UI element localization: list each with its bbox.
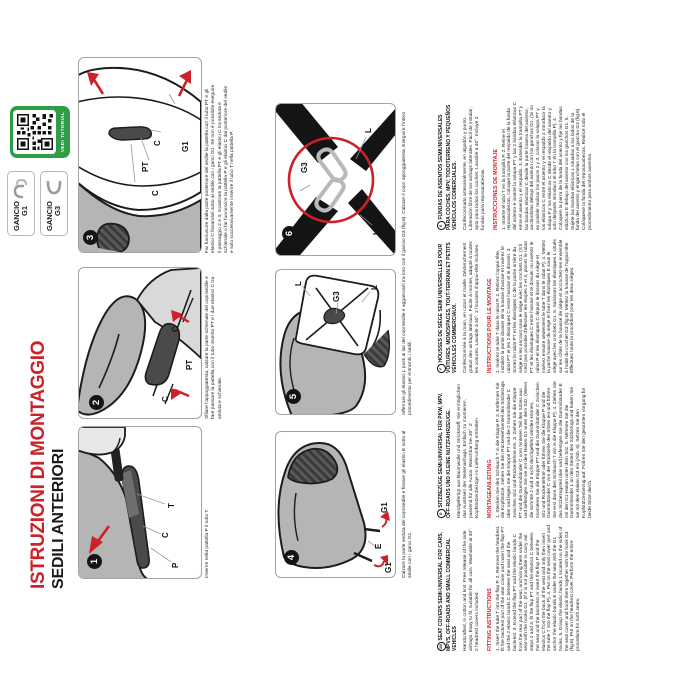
caption-step-3: Far fuoriuscire dalla parte posteriore del sedile la pattella con il tubo PT e gli elastici C fissandoli sotto al sedile con i ganci G1. Se non è possibile eseguire il passaggio 2 e 3, incastrare la pattella PT e gli elastici C tra seduta e schienale o far fuoriuscire la pattella P e gli elastici C dal posteriore del sedile e solo successivamente inserire il tubo T nella pattella P. (205, 84, 236, 253)
panel-2-number-badge: 2 (89, 395, 104, 410)
hook-g1-icon (12, 176, 30, 200)
panel-4-number-badge: 4 (284, 550, 299, 565)
es-steps: 1. Inserte el tubo T en la trampilla P. 2. Retire el reposacabezas, coloque la parte del respaldo de la funda del asiento e inserte la solapa PT y las 2 bandas elásticas C entre el asiento y el respaldo. 3. Extender la trampilla PT y las bandas elásticas C desde la parte trasera del asiento, anclándolas debajo del asiento con los ganchos G1. (Si no es posible realizar los pasos 2 y 3, colocar la solapa PT y los elásticos C entre el asiento y el respaldo o introducir la solapa P y los elásticos C desde el respaldo del asiento y solo después introducir el tubo T en la trampilla P). 4. Coloquen la pieza de la funda del asiento y fije las bandas elásticas E debajo del asiento con los ganchos G1. 5. Sujete las bandas elásticas L situadas a los lados de la funda del asiento y engánchelas con el gancho G3 (fig.6). Colóquese la funda del reposacabezas. Realice todo el procedimiento para ambos asientos. (501, 102, 593, 230)
panel-2-label-c1: C (161, 396, 170, 402)
hook-g1-word: GANCIO (12, 201, 21, 231)
language-column-en (437, 525, 690, 651)
figure-panel-3 (78, 57, 202, 253)
qr-code-icon (17, 114, 53, 150)
language-column-fr (437, 239, 690, 373)
figure-panel-1 (78, 426, 202, 579)
figure-panel-2 (78, 267, 202, 419)
panel-3-label-pt: PT (141, 161, 150, 172)
legend-hook-g1 (7, 171, 35, 236)
page-title (28, 341, 67, 589)
es-flag-icon: E (437, 222, 446, 231)
de-flag-icon: D (437, 510, 446, 519)
panel-5-number-badge: 5 (286, 389, 301, 404)
es-subheader: INSTRUCCIONES DE MONTAJE (492, 148, 499, 230)
hook-g1-code: G1 (20, 205, 29, 216)
en-intro: Handcrafted, in cotton and knit. Free release of the side airbags. Easy to fit, suitable for all cars. Washable at 30°. 2 headrest covers included. (462, 527, 480, 651)
fr-subheader: INSTRUCTIONS POUR LE MONTAGE (486, 278, 493, 373)
panel-3-number-badge: 3 (83, 230, 98, 245)
panel-2-label-pt: PT (185, 359, 194, 370)
fr-header-text: HOUSSES DE SIÈGE SEMI UNIVERSELLES POUR VOITURES, MONOSPACES, TOUT-TERRAIN ET PETITS VÉHICULES COMMERCIAUX. (438, 242, 458, 373)
en-header-text: SEAT COVERS SEMI-UNIVERSAL FOR CARS, MPVS, OFF-ROADS AND SMALL COMMERCIAL VEHICLES (438, 532, 458, 651)
fr-flag-icon: F (437, 365, 446, 374)
es-header (437, 102, 458, 230)
panel-4-label-g1b: G1 (380, 502, 389, 513)
title-line-2: SEDILI ANTERIORI (50, 448, 67, 589)
caption-step-1: Inserire nella pattella P il tubo T. (205, 508, 210, 578)
hook-g3-code: G3 (53, 205, 62, 216)
panel-2-label-c2: C (171, 326, 180, 332)
qr-tutorial-badge (10, 106, 70, 158)
es-header-text: FUNDAS DE ASIENTOS SEMIUNIVERSALES PARA COCHES, MPV, TODOTERRENO Y PEQUEÑOS VEHÍCULOS COMERCIALES. (438, 104, 458, 230)
en-subheader: FITTING INSTRUCTIONS (486, 588, 493, 651)
language-column-de (437, 381, 690, 518)
hook-g3-label (46, 200, 62, 231)
panel-1-number-badge: 1 (87, 554, 102, 569)
legend-hook-g3 (40, 171, 68, 236)
caption-step-2: Sfilare l'appoggiatesta, calzare la parte schienale del coprisedile e fare passare la pattella con il tubo inserito PT e i due elastici C tra seduta e schienale. (205, 276, 223, 419)
caption-step-5-6: Afferrare gli elastici L posti ai lati del coprisedile e agganciarli tra loro con il gancio G3 (fig.6). Calzare il copri appoggiatesta. Eseguire l'intero procedimento per entrambi i sedili. (402, 111, 414, 415)
figure-panel-6 (275, 103, 396, 256)
panel-3-label-g1: G1 (181, 141, 190, 152)
panel-5-label-g3: G3 (332, 291, 341, 302)
panel-1-label-p: P (171, 562, 180, 568)
de-steps: 1. Stecken Sie den Schlauch T in die Klappe P. 2. Entfernen Sie die Kopfstütze, ziehen Sie den Rückenlehnenteil des Sitzbezugs über und legen Sie die Klappe PT und die 2 Gummibänder C zwischen Sitz und Rückenlehne ein. 3. Ziehen Sie die Klappe PT und die Gummibänder C vom hinteren Teil des Sitzes aus und befestigen Sie sie mit den Haken G1 unter dem Sitz. (Wenn die Schritte 2 und 3 nicht durchgeführt werden können, montieren Sie die Klappe PT und die Gummibänder C zwischen Sitz und Rückenlehne oder führen Sie die Klappe P und die Gummibänder C von der Rückseite des Sitzes ein und führen Sie erst dann den Schlauch T ein in die Klappe P). 4. Ziehen Sie das Sitzbezugsteil über und befestigen Sie die Gummibänder E mit den G1-Haken unter dem Sitz. 5. Nehmen Sie die Gummibänder L an den Seiten des Sitzbezugs und haken Sie sie mit dem Haken G3 ein (Abb. 6). Setzen Sie den Kopfstützenbezug auf. Führen Sie den gesamten Vorgang für beide Sitze durch. (495, 381, 593, 518)
panel-5-label-l2: L (370, 285, 379, 290)
fr-intro: Confectionnée à la main, en coton et maille. Déclenchement gratuit des airbags latéraux. Facile à monter, adapté à toutes les voitures. Lavable à 30°. 2 housses d'appui-tête incluses. (462, 241, 480, 373)
hook-g3-word: GANCIO (45, 201, 54, 231)
panel-3-label-c2: C (153, 140, 162, 146)
de-header-text: SITZBEZÜGE SEMI-UNIVERSAL FÜR PKW, MPV, OFF-ROADS UND KLEINE NUTZFAHRZEUGE. (438, 392, 452, 518)
qr-code (13, 110, 56, 154)
panel-3-label-c1: C (151, 190, 160, 196)
panel-5-label-l1: L (294, 281, 303, 286)
panel-6-label-g3: G3 (300, 162, 309, 173)
panel-4-label-g1a: G1 (384, 562, 393, 573)
de-header (437, 381, 452, 518)
panel-1-label-t: T (167, 503, 176, 508)
title-line-1: ISTRUZIONI DI MONTAGGIO (28, 340, 49, 589)
panel-3-illustration (79, 58, 201, 252)
hook-g1-label (13, 200, 29, 231)
figure-panel-5 (275, 269, 396, 415)
caption-step-4: Calzare la parte seduta del coprisedile e fissare gli elastici E sotto al sedile con i ganci G1. (402, 430, 414, 578)
fr-header (437, 239, 458, 373)
hook-g3-icon (45, 176, 63, 200)
panel-1-label-c: C (161, 532, 170, 538)
figure-panel-4 (275, 431, 396, 578)
panel-6-label-l2: L (372, 230, 381, 235)
es-intro: Confeccionado artesanalmente, en algodón y punto. Liberación libre de los airbags laterales. Fácil de instalar, apto para todos los coches. Lavable a 30°. Incluye 2 fundas para reposacabezas. (462, 107, 486, 230)
panel-6-label-l1: L (364, 128, 373, 133)
en-steps: 1. Insert the tube T into the flap P. 2. Remove the headrest, fit the backrest part of the seat cover and insert the flap PT and the 2 elastic bands C between the seat and the backrest. 3. Extend the flap PT and the elastic bands C from the rear part of the seat, anchoring them under the seat with the hooks G1. (If it is not possible to carry out steps 2 and 3, fit the flap PT and the elastics C between the seat and the backrest or insert the flap P and the elastics C from the back of the seat and only then insert the tube T into the flap P). 4. Put on the seat cover part and anchor the elastic bands E under the seat with the G1 hooks. 5. Grasp the elastic bands L located on the sides of the seat cover and hook them together with the hook G3 (fig.6). Put on the headrest cover. Perform the entire procedure for both seats. (495, 525, 582, 651)
panel-4-label-e: E (374, 543, 383, 549)
qr-badge-label: VEDI TUTORIAL (60, 111, 65, 153)
fr-steps: 1. Insérez le tube T dans le rabat P. 2. Retirez l'appui-tête, installez la partie dossier de la housse d'assise et insérez le rabat PT et les 2 élastiques C entre l'assise et le dossier. 3. Sortez le rabat PT et les élastiques C de la partie arrière du siège en les ancrant sous le siège avec les crochets G1. (S'il n'est pas possible d'effectuer les étapes 2 et 3, placez le rabat PT et les élastiques C entre l'assise et le dossier ou insérez le rabat P et les élastiques C depuis le dossier du siège et insérez ensuite seulement le tube T dans le rabat P). 4. Mettez la partie housse du siège et fixez les élastiques E sous le siège avec les crochets G1. 5. Saisissez les élastiques L situés sur les côtés de la housse de siège et accrochez-les ensemble à l'aide du crochet G3 (fig.6). Mettez la housse de l'appui-tête. Effectuez toute la procédure pour les deux sièges. (495, 239, 576, 373)
panel-6-number-badge: 6 (282, 226, 297, 241)
de-subheader: MONTAGEANLEITUNG (486, 459, 493, 518)
language-column-es (437, 102, 690, 230)
de-intro: Handgefertigt aus Baumwolle und Strickstoff. Sie ermöglichen das Auslösen der Seitenairbags. Einfach zu montieren, passend für alle Autos. Waschbar bei 30°. 2 Kopfstützenbezüge im Lieferumfang enthalten. (456, 384, 480, 518)
en-flag-icon: GB (437, 643, 446, 652)
en-header (437, 525, 458, 651)
